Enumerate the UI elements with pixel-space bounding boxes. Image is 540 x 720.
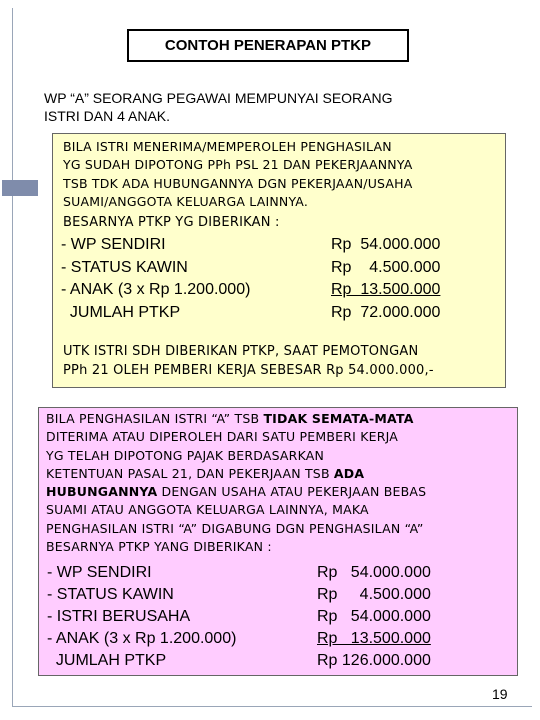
- page-number: 19: [492, 686, 508, 702]
- case-1-note-line: PPh 21 OLEH PEMBERI KERJA SEBESAR Rp 54.000.000,-: [63, 363, 434, 378]
- case-2-line: YG TELAH DIPOTONG PAJAK BERDASARKAN: [46, 447, 325, 463]
- slide-frame-left: [12, 8, 13, 706]
- intro-line-1: WP “A” SEORANG PEGAWAI MEMPUNYAI SEORANG: [44, 90, 393, 106]
- case-1-row-value: Rp 54.000.000: [331, 236, 441, 253]
- case-1-description: [63, 138, 413, 211]
- case-2-bold-text: ADA: [333, 465, 365, 481]
- case-2-text: KETENTUAN PASAL 21, DAN PEKERJAAN TSB: [46, 465, 334, 481]
- case-1-line: YG SUDAH DIPOTONG PPh PSL 21 DAN PEKERJAANNYA: [63, 157, 413, 173]
- case-1-total-label: JUMLAH PTKP: [61, 304, 181, 321]
- case-2-row-value: Rp 13.500.000: [317, 630, 431, 647]
- case-1-box: [52, 133, 506, 388]
- case-2-line: DITERIMA ATAU DIPEROLEH DARI SATU PEMBERI KERJA: [46, 429, 398, 445]
- case-2-row-label: - WP SENDIRI: [47, 564, 152, 581]
- slide-title: CONTOH PENERAPAN PTKP: [127, 29, 409, 62]
- case-1-line: SUAMI/ANGGOTA KELUARGA LAINNYA.: [63, 193, 309, 209]
- case-1-ptkp-heading: BESARNYA PTKP YG DIBERIKAN :: [63, 215, 280, 230]
- case-2-text: DENGAN USAHA ATAU PEKERJAAN BEBAS: [157, 484, 427, 500]
- case-2-bold-text: HUBUNGANNYA: [46, 484, 158, 500]
- case-2-row-value: Rp 54.000.000: [317, 564, 431, 581]
- case-1-line: BILA ISTRI MENERIMA/MEMPEROLEH PENGHASILAN: [63, 139, 392, 154]
- case-2-line: PENGHASILAN ISTRI “A” DIGABUNG DGN PENGHASILAN “A”: [46, 520, 424, 536]
- case-1-total-value: Rp 72.000.000: [331, 304, 441, 321]
- case-1-note: [63, 342, 434, 380]
- case-2-row-value: Rp 54.000.000: [317, 608, 431, 625]
- case-1-row-label: - STATUS KAWIN: [61, 259, 188, 276]
- intro-line-2: ISTRI DAN 4 ANAK.: [44, 108, 171, 124]
- case-2-row-value: Rp 4.500.000: [317, 586, 431, 603]
- case-2-line: [46, 465, 426, 483]
- case-2-line: SUAMI ATAU ANGGOTA KELUARGA LAINNYA, MAKA: [46, 502, 369, 518]
- decorative-side-bar: [2, 180, 38, 196]
- case-2-total-label: JUMLAH PTKP: [47, 652, 167, 669]
- case-2-row-label: - STATUS KAWIN: [47, 586, 174, 603]
- case-2-box: [38, 407, 518, 676]
- slide-frame-bottom: [12, 706, 532, 707]
- case-1-row-label: - WP SENDIRI: [61, 236, 166, 253]
- intro-text: [44, 89, 484, 125]
- case-2-ptkp-heading: BESARNYA PTKP YANG DIBERIKAN :: [46, 539, 272, 555]
- case-2-bold-text: TIDAK SEMATA-MATA: [263, 411, 414, 426]
- case-1-note-line: UTK ISTRI SDH DIBERIKAN PTKP, SAAT PEMOTONGAN: [63, 344, 419, 359]
- case-1-row-label: - ANAK (3 x Rp 1.200.000): [61, 281, 251, 298]
- case-2-row-label: - ISTRI BERUSAHA: [47, 608, 191, 625]
- case-2-row-label: - ANAK (3 x Rp 1.200.000): [47, 630, 237, 647]
- case-2-text: BILA PENGHASILAN ISTRI “A” TSB: [46, 411, 264, 426]
- case-1-row-value: Rp 4.500.000: [331, 259, 441, 276]
- case-2-line: [46, 483, 426, 501]
- case-2-line: [46, 410, 426, 428]
- case-1-row-value: Rp 13.500.000: [331, 281, 441, 298]
- case-2-description: [46, 410, 426, 556]
- case-1-line: TSB TDK ADA HUBUNGANNYA DGN PEKERJAAN/USAHA: [63, 175, 413, 191]
- case-2-total-value: Rp 126.000.000: [317, 652, 431, 669]
